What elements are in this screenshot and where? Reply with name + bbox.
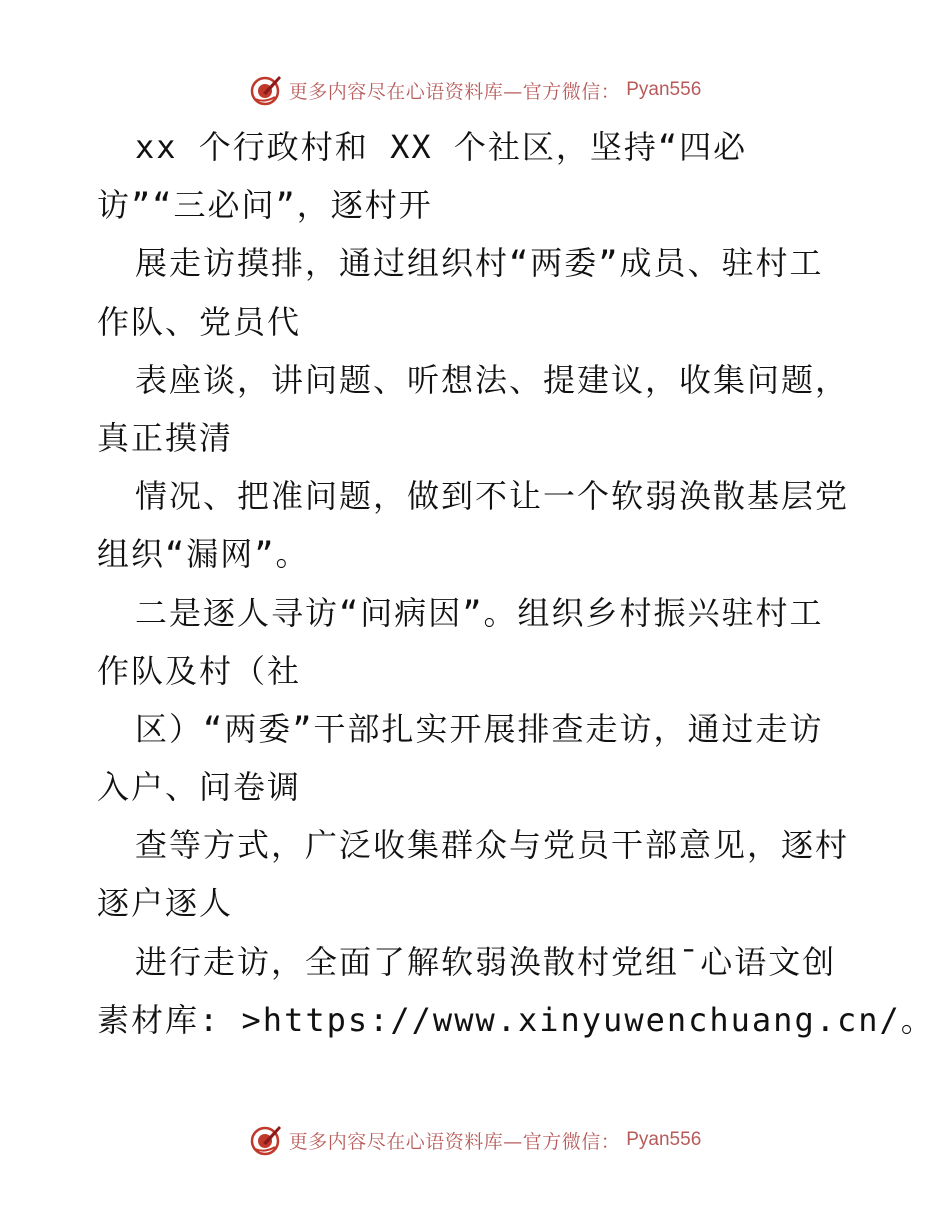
- body-line: 访”“三必问”，逐村开: [97, 186, 433, 225]
- footer-banner: [0, 1120, 950, 1160]
- body-line: 作队及村（社: [97, 651, 302, 690]
- banner-text: 更多内容尽在心语资料库—官方微信：: [288, 80, 621, 103]
- body-line: 真正摸清: [97, 418, 234, 457]
- body-line: 逐户逐人: [97, 884, 234, 923]
- body-line: 进行走访，全面了解软弱涣散村党组¯心语文创: [135, 942, 837, 981]
- body-line: 作队、党员代: [97, 302, 302, 341]
- body-line: 情况、把准问题，做到不让一个软弱涣散基层党: [135, 477, 850, 516]
- body-line: xx 个行政村和 XX 个社区，坚持“四必: [135, 128, 748, 166]
- body-line: 素材库: >https://www.xinyuwenchuang.cn/。: [97, 1000, 935, 1039]
- document-body: [97, 118, 935, 1049]
- body-line: 展走访摸排，通过组织村“两委”成员、驻村工: [135, 244, 824, 283]
- body-line: 入户、问卷调: [97, 768, 302, 807]
- body-line: 二是逐人寻访“问病因”。组织乡村振兴驻村工: [135, 593, 824, 632]
- banner-wechat-handle: Pyan556: [626, 79, 702, 100]
- header-banner: [0, 70, 950, 110]
- body-line: 查等方式，广泛收集群众与党员干部意见，逐村: [135, 826, 850, 865]
- quill-seal-icon: [249, 73, 283, 107]
- quill-seal-icon: [249, 1123, 283, 1157]
- body-line: 组织“漏网”。: [97, 535, 310, 574]
- banner-wechat-handle: Pyan556: [626, 1129, 702, 1150]
- body-line: 表座谈，讲问题、听想法、提建议，收集问题，: [135, 360, 850, 399]
- body-line: 区）“两委”干部扎实开展排查走访，通过走访: [135, 709, 824, 748]
- banner-text: 更多内容尽在心语资料库—官方微信：: [288, 1130, 621, 1153]
